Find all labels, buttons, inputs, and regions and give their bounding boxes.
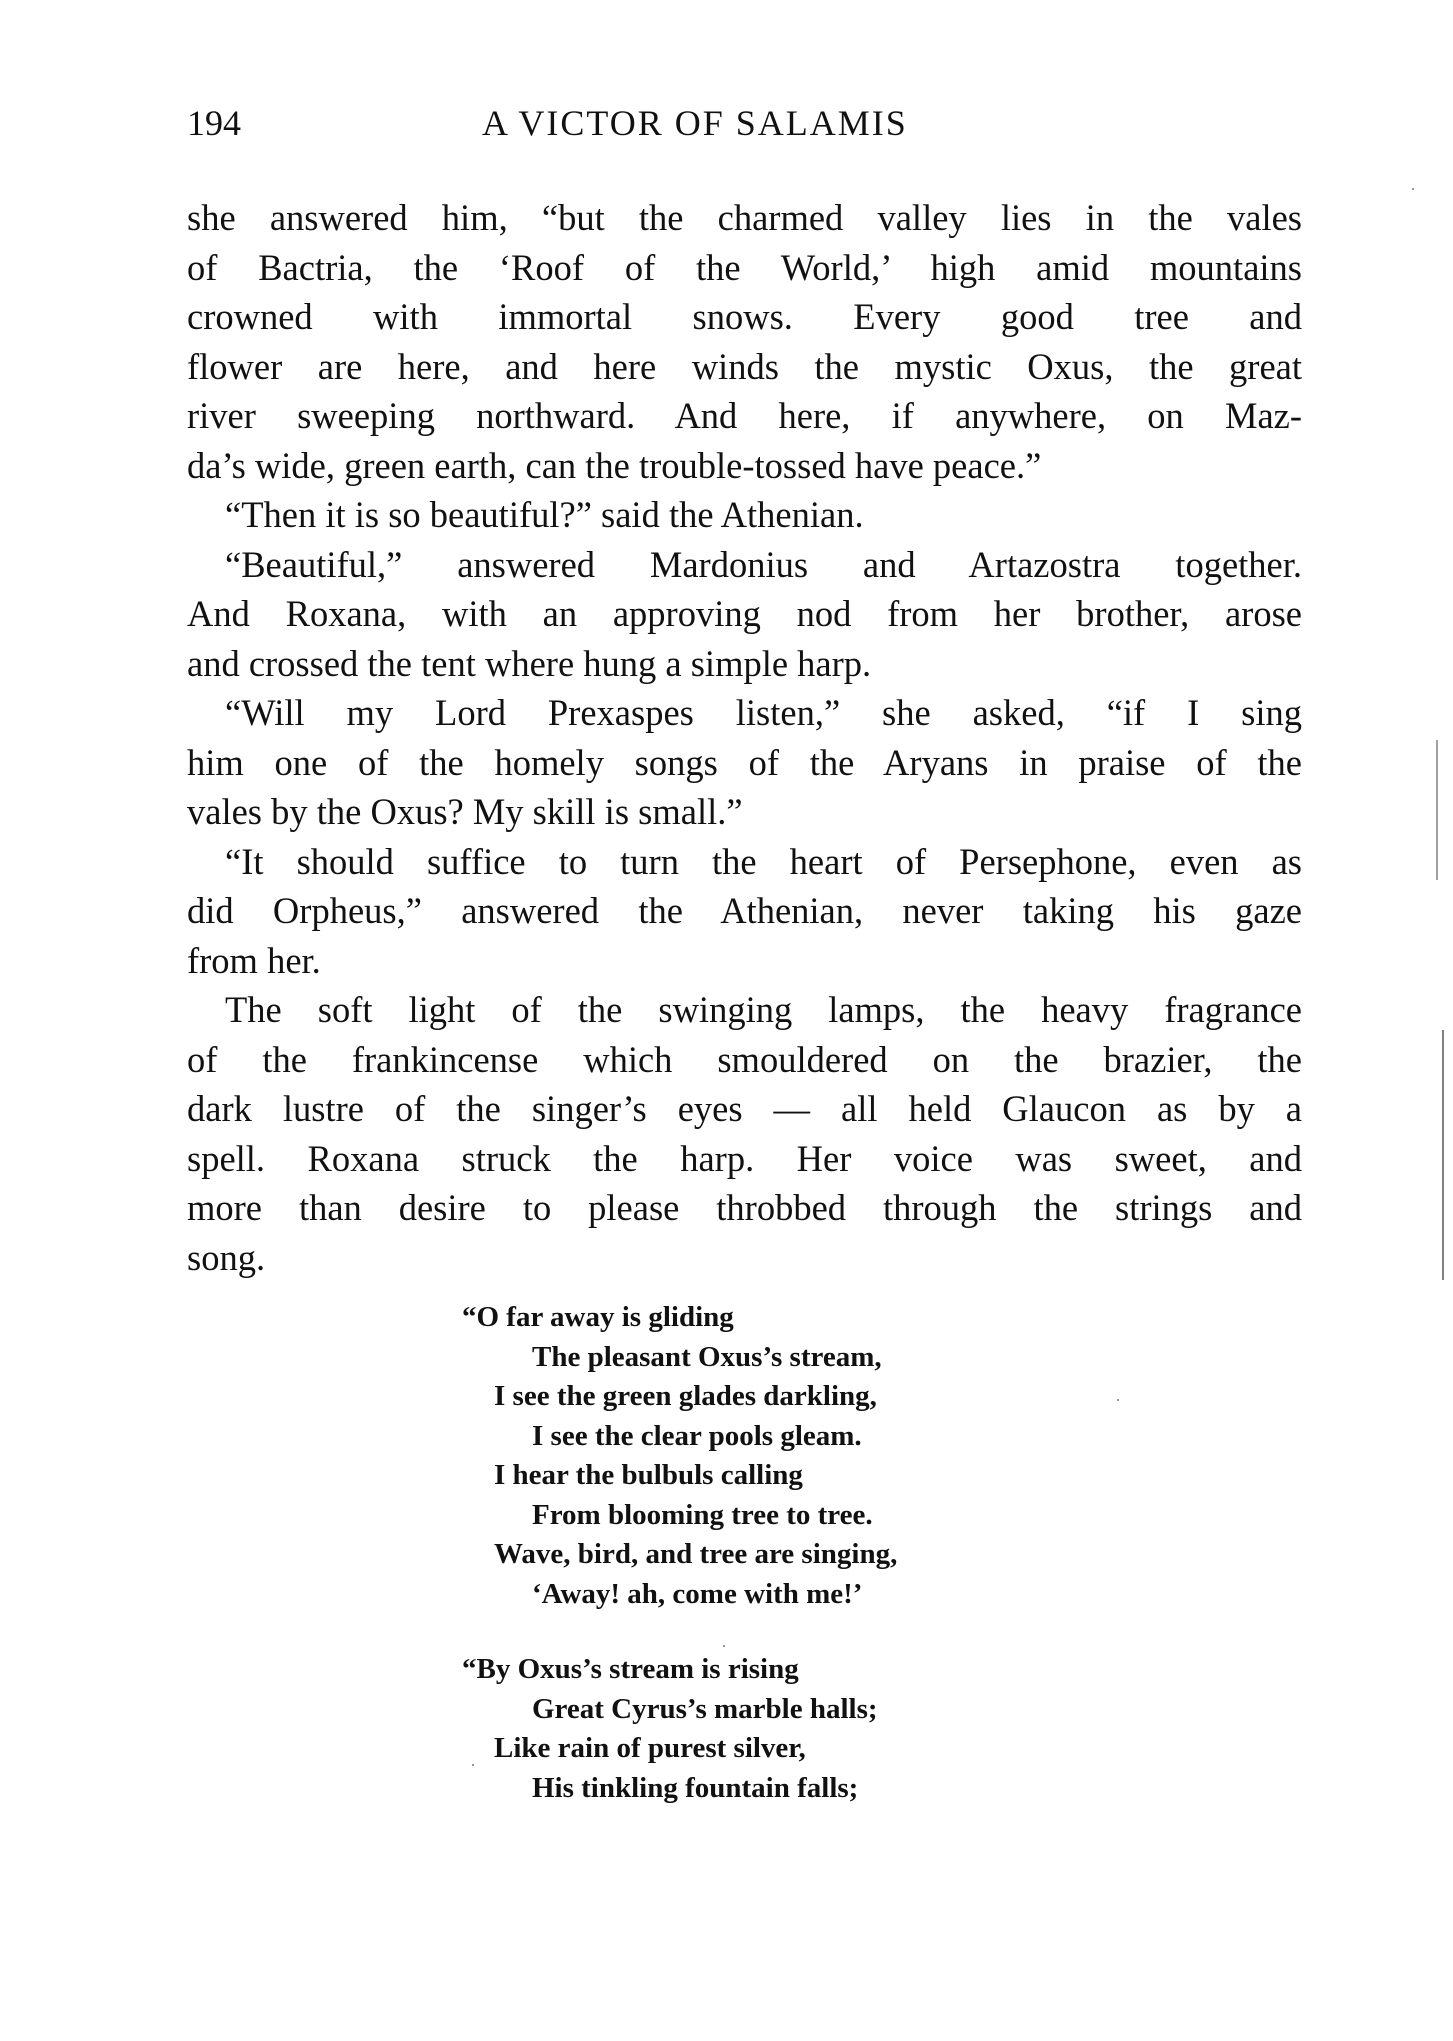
page-header: [187, 102, 1302, 152]
verse-line: I see the green glades darkling,: [494, 1380, 877, 1412]
paragraph: [187, 540, 1302, 689]
verse-line: Great Cyrus’s marble halls;: [532, 1692, 878, 1725]
text-line: from her.: [187, 939, 321, 981]
verse-line: “By Oxus’s stream is rising: [462, 1653, 799, 1685]
text-line: crowned with immortal snows. Every good tree and: [187, 296, 1302, 337]
verse-line: I see the clear pools gleam.: [532, 1419, 862, 1452]
running-title: A VICTOR OF SALAMIS: [482, 103, 908, 143]
verse-line: From blooming tree to tree.: [532, 1498, 873, 1531]
text-line: him one of the homely songs of the Aryans in praise of the: [187, 741, 1302, 783]
text-line: did Orpheus,” answered the Athenian, never taking his gaze: [187, 890, 1302, 931]
scan-speck: [1412, 188, 1414, 190]
text-line: “Will my Lord Prexaspes listen,” she asked, “if I sing: [225, 692, 1302, 733]
text-line: spell. Roxana struck the harp. Her voice was sweet, and: [187, 1137, 1302, 1179]
text-line: “It should suffice to turn the heart of Persephone, even as: [225, 840, 1302, 882]
text-line: river sweeping northward. And here, if anywhere, on Maz-: [187, 395, 1302, 436]
text-line: And Roxana, with an approving nod from her brother, arose: [187, 593, 1302, 634]
verse-line: ‘Away! ah, come with me!’: [532, 1577, 863, 1610]
text-line: she answered him, “but the charmed valley lies in the vales: [187, 197, 1302, 238]
body-text: [187, 193, 1302, 1282]
scan-artifact-line: [1436, 740, 1438, 880]
poem-stanza: [462, 1650, 1022, 1808]
text-line: song.: [187, 1236, 266, 1278]
text-line: of the frankincense which smouldered on the brazier, the: [187, 1038, 1302, 1080]
text-line: da’s wide, green earth, can the trouble-tossed have peace.”: [187, 444, 1042, 486]
scan-speck: [723, 1645, 725, 1647]
text-line: more than desire to please throbbed through the strings and: [187, 1187, 1302, 1228]
scan-speck: [1117, 1399, 1119, 1401]
paragraph: [187, 688, 1302, 837]
verse-line: Wave, bird, and tree are singing,: [494, 1538, 898, 1570]
verse-line: Like rain of purest silver,: [494, 1732, 806, 1764]
paragraph: [187, 837, 1302, 986]
text-line: “Beautiful,” answered Mardonius and Artazostra together.: [225, 543, 1302, 585]
scan-speck: [472, 1764, 474, 1766]
text-line: dark lustre of the singer’s eyes — all held Glaucon as by a: [187, 1088, 1302, 1129]
text-line: of Bactria, the ‘Roof of the World,’ high amid mountains: [187, 246, 1302, 288]
verse-line: “O far away is gliding: [462, 1301, 734, 1333]
paragraph: [187, 985, 1302, 1282]
text-line: vales by the Oxus? My skill is small.”: [187, 791, 743, 832]
text-line: flower are here, and here winds the mystic Oxus, the great: [187, 345, 1302, 387]
text-line: The soft light of the swinging lamps, the heavy fragrance: [225, 989, 1302, 1030]
page-number: 194: [187, 103, 241, 143]
text-line: “Then it is so beautiful?” said the Athenian.: [225, 494, 864, 535]
poem-stanza: [462, 1298, 1022, 1614]
verse-line: The pleasant Oxus’s stream,: [532, 1340, 882, 1373]
text-line: and crossed the tent where hung a simple harp.: [187, 642, 872, 684]
paragraph: [187, 193, 1302, 490]
paragraph: [187, 490, 1302, 540]
verse-line: I hear the bulbuls calling: [494, 1459, 803, 1491]
verse-line: His tinkling fountain falls;: [532, 1771, 859, 1804]
scan-artifact-line: [1442, 1030, 1444, 1280]
